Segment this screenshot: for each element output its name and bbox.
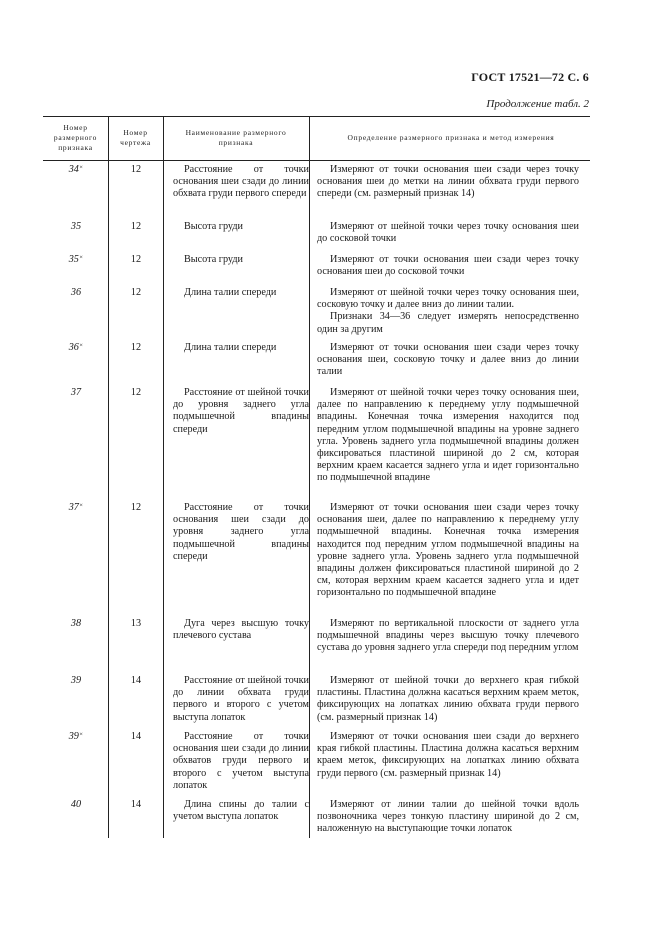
drawing-number: 12 [130,164,142,175]
column-header-drawing: Номер чертежа [120,127,151,147]
feature-name: Расстояние от точки основания шеи сзади до линии обхватов груди первого и второго с учетом выступа лопаток [173,731,309,791]
feature-name: Длина талии спереди [184,287,277,298]
feature-name: Расстояние от шейной точки до уровня заднего угла подмышечной впадины спереди [173,387,309,435]
feature-definition: Измеряют по вертикальной плоскости от заднего угла подмышечной впадины через высшую точку плечевого сустава до уровня заднего угла спереди под передним углом [317,618,579,654]
feature-definition: Измеряют от точки основания шеи сзади через точку основания шеи, сосковую точку и далее вниз до линии талии [317,342,579,378]
column-divider [163,116,164,838]
column-header-number: Номер размерного признака [53,122,98,153]
feature-name: Высота груди [184,254,243,265]
feature-number: 38 [70,618,82,629]
feature-number: 35 [70,221,82,232]
column-header-definition: Определение размерного признака и метод измерения [347,132,555,142]
drawing-number: 14 [130,799,142,810]
feature-definition: Измеряют от шейной точки до верхнего края гибкой пластины. Пластина должна касаться верхним краем меток, фиксирующих на лопатках линию обхвата груди первого (см. размерный признак 14) [317,675,579,723]
feature-definition: Измеряют от шейной точки через точку основания шеи, далее по направлению к переднему углу подмышечной впадины. Конечная точка измерения находится под передним углом подмышечной впадины на уровне заднего угла. Уровень заднего угла подмышечной впадины должен фиксироваться пластиной шириной до 2 см, которая верхним краем касается заднего угла и идет горизонтально по подмышечной впадине [317,387,579,484]
drawing-number: 12 [130,342,142,353]
drawing-number: 12 [130,387,142,398]
drawing-number: 12 [130,221,142,232]
table-top-rule [43,116,590,117]
drawing-number: 12 [130,254,142,265]
feature-definition: Измеряют от точки основания шеи сзади через точку основания шеи до сосковой точки [317,254,579,278]
feature-number: 39 [70,675,82,686]
feature-definition: Измеряют от точки основания шеи сзади до верхнего края гибкой пластины. Пластина должна касаться верхним краем меток, фиксирующих на лопатках линию обхвата груди первого (см. размерный признак 14) [317,731,579,779]
feature-name: Расстояние от шейной точки до линии обхвата груди первого и второго с учетом выступа лопаток [173,675,309,723]
drawing-number: 12 [130,287,142,298]
feature-definition: Измеряют от точки основания шеи сзади через точку основания шеи до метки на линии обхвата груди первого спереди (см. размерный признак 14) [317,164,579,200]
column-header-name: Наименование размерного признака [185,127,287,147]
feature-number: 37× [68,502,84,513]
drawing-number: 12 [130,502,142,513]
drawing-number: 14 [130,675,142,686]
feature-number: 34× [68,164,84,175]
feature-name: Длина талии спереди [184,342,277,353]
column-divider [309,116,310,838]
drawing-number: 13 [130,618,142,629]
drawing-number: 14 [130,731,142,742]
feature-number: 39× [68,731,84,742]
feature-number: 36 [70,287,82,298]
feature-name: Расстояние от точки основания шеи сзади до уровня заднего угла подмышечной впадины спереди [173,502,309,562]
feature-name: Расстояние от точки основания шеи сзади до линии обхвата груди первого спереди [173,164,309,200]
standard-header: ГОСТ 17521—72 С. 6 [471,70,589,84]
feature-name: Дуга через высшую точку плечевого сустава [173,618,309,642]
feature-definition: Измеряют от линии талии до шейной точки вдоль позвоночника через тонкую пластину шириной до 2 см, наложенную на выступающие точки лопаток [317,799,579,835]
table-header-rule [43,160,590,161]
feature-name: Длина спины до талии с учетом выступа лопаток [173,799,309,823]
feature-name: Высота груди [184,221,243,232]
continuation-label: Продолжение табл. 2 [486,98,589,110]
feature-number: 35× [68,254,84,265]
feature-definition: Измеряют от шейной точки через точку основания шеи, сосковую точку и далее вниз до линии талии. Признаки 34—36 следует измерять непосредственно один за другим [317,287,579,335]
feature-number: 37 [70,387,82,398]
feature-definition: Измеряют от точки основания шеи сзади через точку основания шеи, далее по направлению к переднему углу подмышечной впадины. Конечная точка измерения находится под передним углом подмышечной впадины на уровне заднего угла. Уровень заднего угла подмышечной впадины должен фиксироваться пластиной шириной до 2 см, которая верхним краем касается заднего угла и идет горизонтально по подмышечной впадине [317,502,579,599]
feature-number: 36× [68,342,84,353]
feature-definition: Измеряют от шейной точки через точку основания шеи до сосковой точки [317,221,579,245]
feature-number: 40 [70,799,82,810]
